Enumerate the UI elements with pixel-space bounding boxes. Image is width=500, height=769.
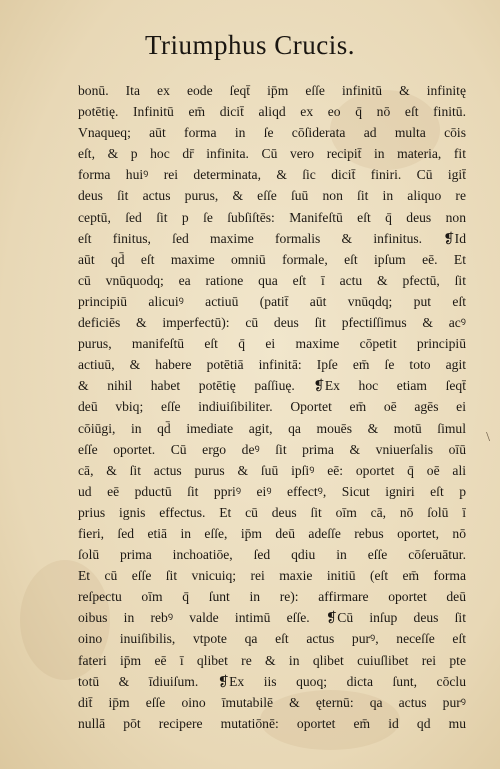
text-line: forma huiꝰ rei determinata, & ſic dicit̄ finiri. Cū igit̄ (78, 167, 466, 183)
text-line: nullā pōt recipere mutatiōnē: oportet em̄ id qd mu (78, 715, 466, 731)
text-line: aūt qd̄ eſt maxime omniū formale, eſt ipſum eē. Et (78, 251, 466, 267)
text-line: deū vbiq; eſſe indiuiſibiliter. Oportet em̄ oē agēs ei (78, 399, 466, 415)
text-line: eſt, & p hoc dr̄ infinita. Cū vero recipit̄ in materia, fit (78, 146, 466, 162)
text-line: reſpectu oīm q̄ ſunt in re): affirmare oportet deū (78, 589, 466, 605)
text-line: dit̄ ip̄m eſſe oino īmutabilē & ęternū: qa actus purꝰ (78, 694, 466, 710)
body-text (78, 80, 466, 734)
text-line: eſt finitus, ſed maxime formalis & infinitus. ❡Id (78, 230, 466, 246)
text-line: bonū. Ita ex eode ſeqt̄ ip̄m eſſe infinitū & infinitę (78, 83, 466, 98)
text-line: fieri, ſed etiā in eſſe, ip̄m deū adeſſe rebus oportet, nō (78, 525, 466, 541)
text-line: totū & īdiuiſum. ❡Ex iis quoq; dicta ſunt, cōclu (78, 673, 466, 689)
text-line: deficiēs & imperfectū): cū deus ſit pfectiſſimus & acꝰ (78, 315, 466, 331)
text-line: cōiūgi, in qd̄ imediate agit, qa mouēs & motū ſimul (78, 420, 466, 436)
text-line: deus ſit actus purus, & eſſe ſuū non ſit in aliquo re (78, 188, 466, 204)
text-line: Vnaqueq; aūt forma in ſe cōſiderata ad multa cōis (78, 125, 466, 141)
text-line: fateri ip̄m eē ī qlibet re & in qlibet cuiuſlibet rei pte (78, 652, 466, 668)
text-line: ceptū, ſed ſit p ſe ſubſiſtēs: Manifeſtū eſt q̄ deus non (78, 209, 466, 225)
text-line: oino inuiſibilis, vtpote qa eſt actus purꝰ, neceſſe eſt (78, 631, 466, 647)
text-line: cā, & ſit actus purus & ſuū ipſiꝰ eē: oportet q̄ oē ali (78, 462, 466, 478)
text-line: purus, manifeſtū eſt q̄ ei maxime cōpetit principiū (78, 336, 466, 352)
text-line: ud eē pductū ſit ppriꝰ eiꝰ effectꝰ, Sicut igniri eſt p (78, 483, 466, 499)
text-line: ſolū prima inchoatiōe, ſed qdiu in eſſe cōſeruātur. (78, 547, 466, 563)
text-line: principiū alicuiꝰ actiuū (patit̄ aūt vnūqdq; put eſt (78, 293, 466, 309)
text-line: eſſe oportet. Cū ergo deꝰ ſit prima & vniuerſalis oīū (78, 441, 466, 457)
margin-mark: \ (486, 430, 490, 445)
text-line: cū vnūquodq; ea ratione qua eſt ī actu & pfectū, ſit (78, 272, 466, 288)
text-line: Et cū eſſe ſit vnicuiq; rei maxie initiū (eſt em̄ forma (78, 568, 466, 584)
text-line: actiuū, & habere potētiā infinitā: Ipſe em̄ ſe toto agit (78, 357, 466, 373)
text-line: oibus in rebꝰ valde intimū eſſe. ❡Cū inſup deus ſit (78, 610, 466, 626)
text-line: & nihil habet potētię paſſiuę. ❡Ex hoc etiam ſeqt̄ (78, 378, 466, 394)
text-line: prius ignis effectus. Et cū deus ſit oīm cā, nō ſolū ī (78, 504, 466, 520)
running-header: Triumphus Crucis. (144, 30, 356, 60)
text-line: potētię. Infinitū em̄ dicit̄ aliqd ex eo q̄ nō eſt finitū. (78, 104, 466, 120)
